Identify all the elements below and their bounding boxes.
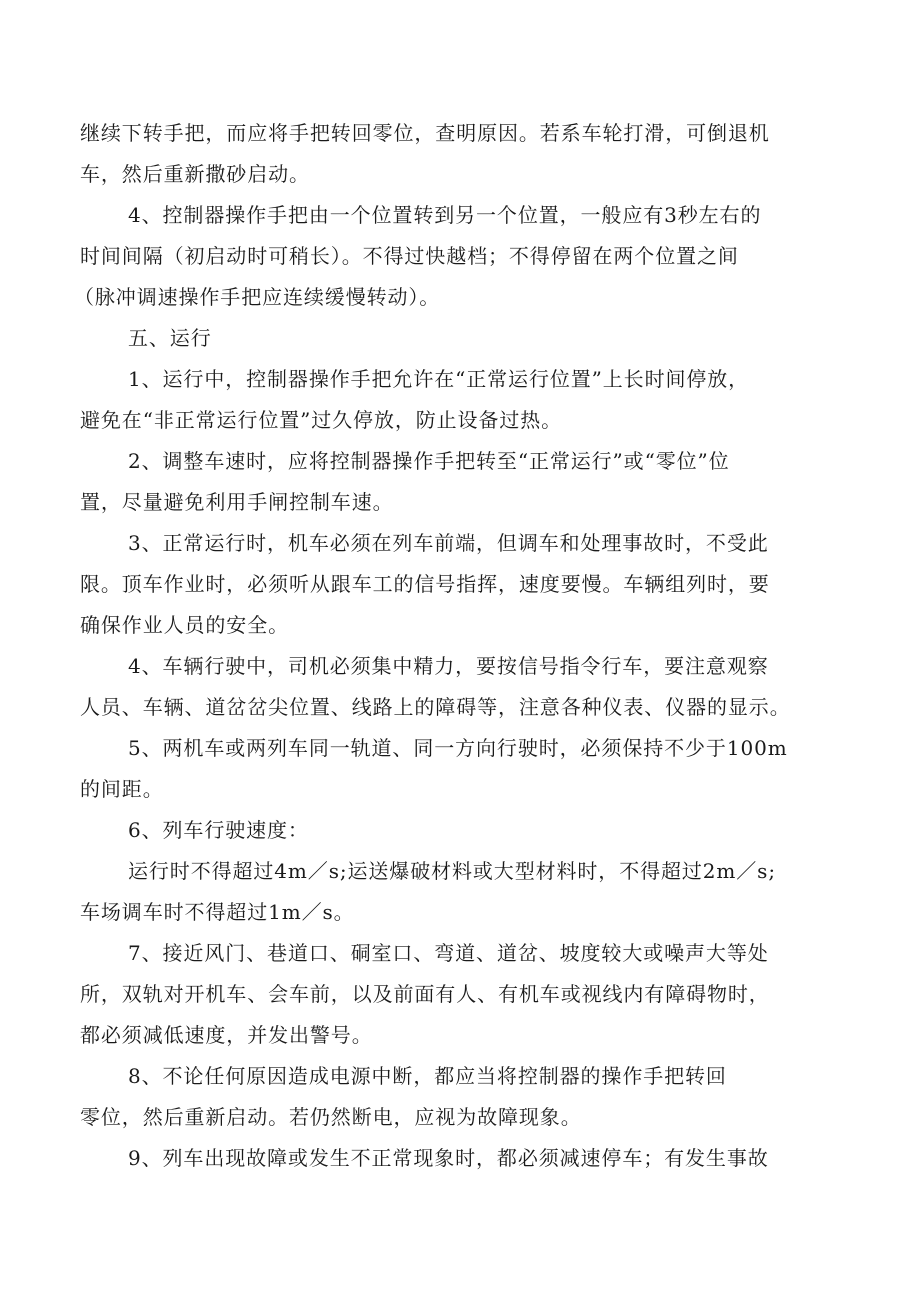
text-line: 3、正常运行时，机车必须在列车前端，但调车和处理事故时，不受此 [128, 531, 769, 555]
text-line: 时间间隔（初启动时可稍长）。不得过快越档；不得停留在两个位置之间 [80, 244, 739, 268]
text-line: 9、列车出现故障或发生不正常现象时，都必须减速停车；有发生事故 [128, 1146, 769, 1170]
text-line: 4、车辆行驶中，司机必须集中精力，要按信号指令行车，要注意观察 [128, 654, 769, 678]
text-line: 运行时不得超过4m／s;运送爆破材料或大型材料时，不得超过2m／s; [128, 859, 776, 883]
text-line: 都必须减低速度，并发出警号。 [80, 1023, 373, 1047]
text-line: 继续下转手把，而应将手把转回零位，查明原因。若系车轮打滑，可倒退机 [80, 121, 770, 145]
text-line: 2、调整车速时，应将控制器操作手把转至“正常运行”或“零位”位 [128, 449, 730, 473]
text-line: 1、运行中，控制器操作手把允许在“正常运行位置”上长时间停放， [128, 367, 750, 391]
text-line: 7、接近风门、巷道口、硐室口、弯道、道岔、坡度较大或噪声大等处 [128, 941, 769, 965]
text-line: 所，双轨对开机车、会车前，以及前面有人、有机车或视线内有障碍物时， [80, 982, 770, 1006]
text-line: 6、列车行驶速度： [128, 818, 309, 842]
text-line: 确保作业人员的安全。 [80, 613, 289, 637]
text-line: 人员、车辆、道岔岔尖位置、线路上的障碍等，注意各种仪表、仪器的显示。 [80, 695, 791, 719]
text-line: 车，然后重新撒砂启动。 [80, 162, 310, 186]
text-line: 的间距。 [80, 777, 164, 801]
text-line: 零位，然后重新启动。若仍然断电，应视为故障现象。 [80, 1105, 582, 1129]
text-line: 限。顶车作业时，必须听从跟车工的信号指挥，速度要慢。车辆组列时，要 [80, 572, 770, 596]
text-line: 置，尽量避免利用手闸控制车速。 [80, 490, 394, 514]
text-line: 车场调车时不得超过1m／s。 [80, 900, 355, 924]
section-heading: 五、运行 [128, 326, 212, 350]
text-line: 避免在“非正常运行位置”过久停放，防止设备过热。 [80, 408, 563, 432]
text-line: （脉冲调速操作手把应连续缓慢转动）。 [74, 285, 441, 309]
text-line: 8、不论任何原因造成电源中断，都应当将控制器的操作手把转回 [128, 1064, 727, 1088]
text-line: 4、控制器操作手把由一个位置转到另一个位置，一般应有3秒左右的 [128, 203, 762, 227]
text-line: 5、两机车或两列车同一轨道、同一方向行驶时，必须保持不少于100m [128, 736, 788, 760]
